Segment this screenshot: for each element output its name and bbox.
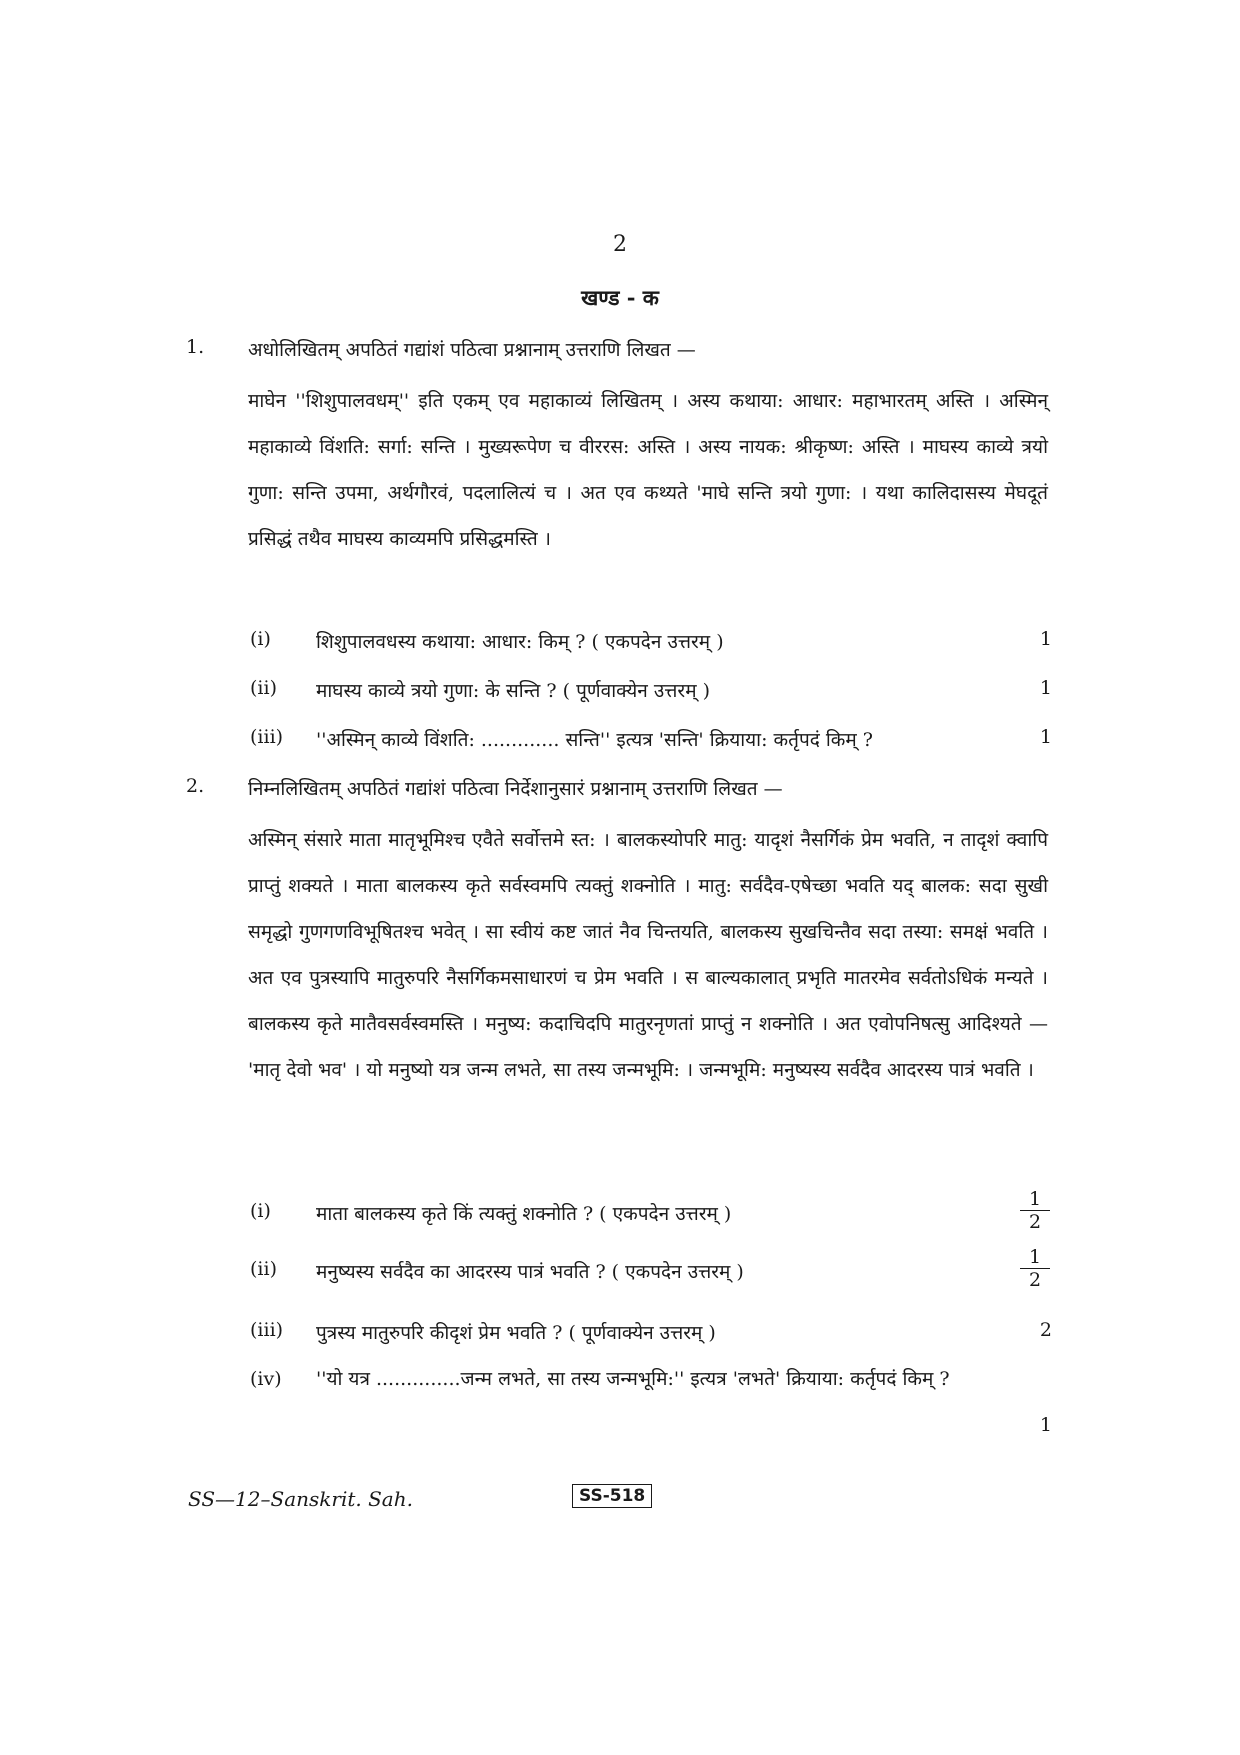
footer-paper-code: SS-518 [572, 1484, 652, 1508]
passage-1: माघेन ''शिशुपालवधम्'' इति एकम् एव महाकाव्यं लिखितम् । अस्य कथाया: आधार: महाभारतम् अस्ति । अस्मिन् महाकाव्ये विंशति: सर्गा: सन्ति । मुख्यरूपेण च वीररस: अस्ति । अस्य नायक: श्रीकृष्ण: अस्ति । माघस्य काव्ये त्रयो गुणा: सन्ति उपमा, अर्थगौरवं, पदलालित्यं च । अत एव कथ्यते 'माघे सन्ति त्रयो गुणा: । यथा कालिदासस्य मेघदूतं प्रसिद्धं तथैव माघस्य काव्यमपि प्रसिद्धमस्ति । [248, 390, 1048, 550]
subquestion-number: (iii) [250, 1319, 284, 1341]
page-number: 2 [613, 232, 627, 257]
marks: 1 [1039, 677, 1052, 699]
marks: 2 [1039, 1319, 1052, 1341]
passage-2: अस्मिन् संसारे माता मातृभूमिश्च एवैते सर्वोत्तमे स्त: । बालकस्योपरि मातु: यादृशं नैसर्गिकं प्रेम भवति, न तादृशं क्वापि प्राप्तुं शक्यते । माता बालकस्य कृते सर्वस्वमपि त्यक्तुं शक्नोति । मातु: सर्वदैव-एषेच्छा भवति यद् बालक: सदा सुखी समृद्धो गुणगणविभूषितश्च भवेत् । सा स्वीयं कष्ट जातं नैव चिन्तयति, बालकस्य सुखचिन्तैव सदा तस्या: समक्षं भवति । अत एव पुत्रस्यापि मातुरुपरि नैसर्गिकमसाधारणं च प्रेम भवति । स बाल्यकालात् प्रभृति मातरमेव सर्वतोऽधिकं मन्यते । बालकस्य कृते मातैवसर्वस्वमस्ति । मनुष्य: कदाचिदपि मातुरनृणतां प्राप्तुं न शक्नोति । अत एवोपनिषत्सु आदिश्यते — 'मातृ देवो भव' । यो मनुष्यो यत्र जन्म लभते, सा तस्य जन्मभूमि: । जन्मभूमि: मनुष्यस्य सर्वदैव आदरस्य पात्रं भवति । [248, 829, 1048, 1081]
subquestion-text: शिशुपालवधस्य कथाया: आधार: किम् ? ( एकपदेन उत्तरम् ) [316, 631, 724, 653]
subquestion-number: (iv) [250, 1368, 282, 1390]
marks-fraction [1020, 1188, 1050, 1233]
subquestion-text: माघस्य काव्ये त्रयो गुणा: के सन्ति ? ( पूर्णवाक्येन उत्तरम् ) [316, 680, 711, 702]
fraction-numerator: 1 [1020, 1246, 1050, 1269]
fraction-numerator: 1 [1020, 1188, 1050, 1211]
subquestion-number: (ii) [250, 677, 277, 699]
subquestion-text: मनुष्यस्य सर्वदैव का आदरस्य पात्रं भवति ? ( एकपदेन उत्तरम् ) [316, 1261, 744, 1283]
subquestion-number: (i) [250, 1200, 271, 1222]
subquestion-text: माता बालकस्य कृते किं त्यक्तुं शक्नोति ? ( एकपदेन उत्तरम् ) [316, 1203, 732, 1225]
subquestion-text: ''अस्मिन् काव्ये विंशति: ............. सन्ति'' इत्यत्र 'सन्ति' क्रियाया: कर्तृपदं किम् ? [316, 729, 873, 751]
fraction-denominator: 2 [1028, 1211, 1042, 1233]
section-title: खण्ड - क [581, 285, 659, 310]
subquestion-number: (i) [250, 628, 271, 650]
question-number: 2. [186, 775, 205, 797]
marks: 1 [1039, 628, 1052, 650]
subquestion-number: (ii) [250, 1258, 277, 1280]
subquestion-number: (iii) [250, 726, 284, 748]
marks: 1 [1039, 1414, 1052, 1436]
marks-fraction [1020, 1246, 1050, 1291]
marks: 1 [1039, 726, 1052, 748]
subquestion-text: ''यो यत्र ..............जन्म लभते, सा तस्य जन्मभूमि:'' इत्यत्र 'लभते' क्रियाया: कर्तृपदं किम् ? [316, 1368, 950, 1390]
fraction-denominator: 2 [1028, 1269, 1042, 1291]
question-number: 1. [186, 336, 205, 358]
subquestion-text: पुत्रस्य मातुरुपरि कीदृशं प्रेम भवति ? ( पूर्णवाक्येन उत्तरम् ) [316, 1322, 716, 1344]
question-instruction: निम्नलिखितम् अपठितं गद्यांशं पठित्वा निर्देशानुसारं प्रश्नानाम् उत्तराणि लिखत — [248, 778, 783, 800]
question-instruction: अधोलिखितम् अपठितं गद्यांशं पठित्वा प्रश्नानाम् उत्तराणि लिखत — [248, 339, 696, 361]
footer-subject: SS—12–Sanskrit. Sah. [188, 1487, 413, 1511]
